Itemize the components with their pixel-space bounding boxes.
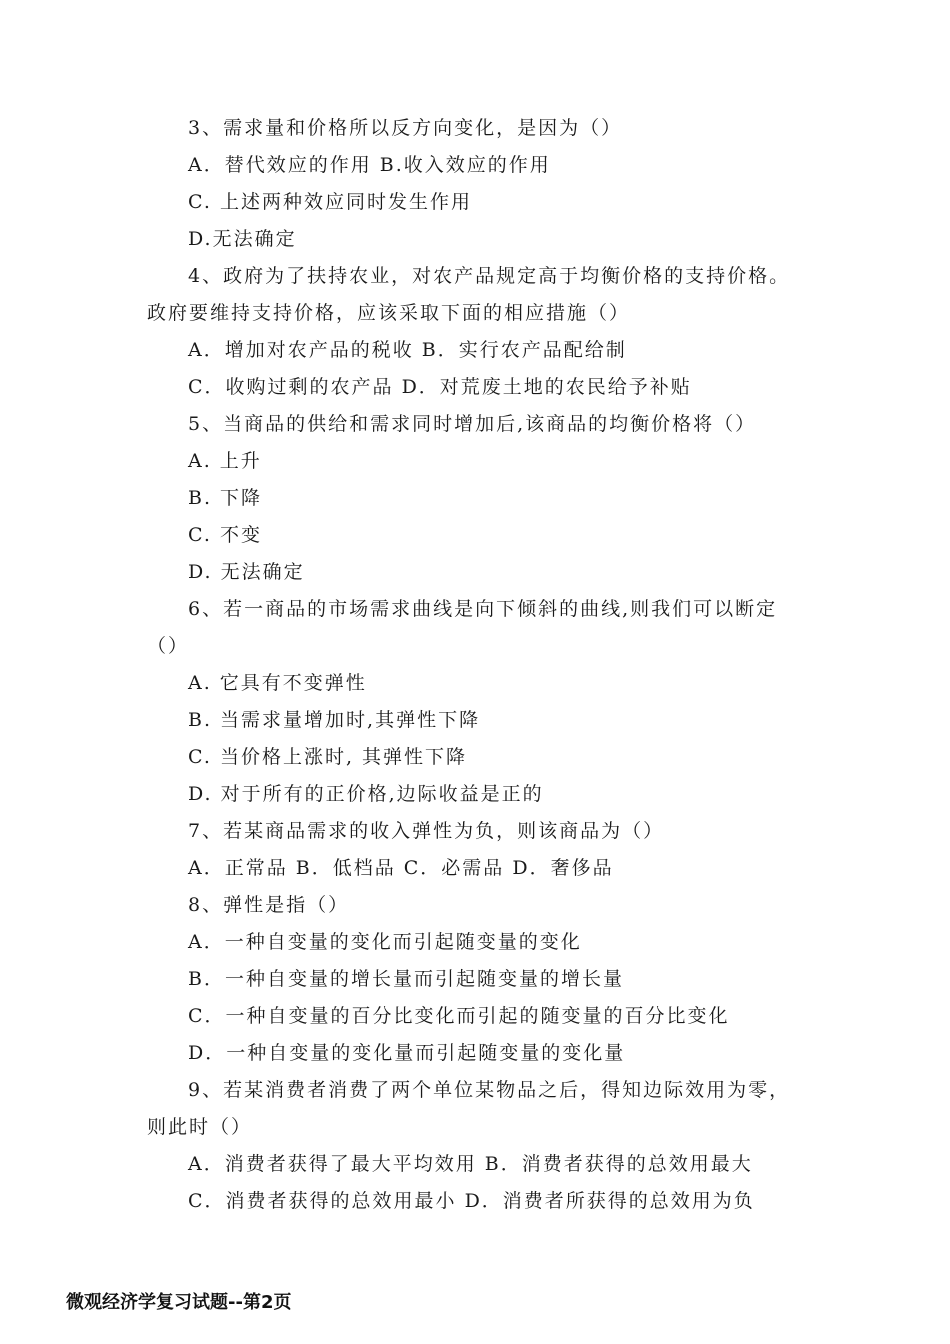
q8-option-b: B．一种自变量的增长量而引起随变量的增长量: [188, 968, 624, 990]
q9-options-c-d: C．消费者获得的总效用最小 D．消费者所获得的总效用为负: [188, 1190, 755, 1212]
q5-option-a: A. 上升: [188, 450, 262, 472]
q9-stem-line1: 9、若某消费者消费了两个单位某物品之后，得知边际效用为零，: [188, 1079, 791, 1101]
q6-option-b: B. 当需求量增加时,其弹性下降: [188, 709, 481, 731]
q3-options-a-b: A．替代效应的作用 B.收入效应的作用: [188, 154, 551, 176]
q4-options-c-d: C．收购过剩的农产品 D．对荒废土地的农民给予补贴: [188, 376, 692, 398]
q6-option-a: A. 它具有不变弹性: [188, 672, 367, 694]
q6-option-c: C. 当价格上涨时, 其弹性下降: [188, 746, 468, 768]
q8-option-c: C．一种自变量的百分比变化而引起的随变量的百分比变化: [188, 1005, 730, 1027]
q6-option-d: D. 对于所有的正价格,边际收益是正的: [188, 783, 544, 805]
q3-option-c: C. 上述两种效应同时发生作用: [188, 191, 472, 213]
q3-option-d: D.无法确定: [188, 228, 297, 250]
q7-stem: 7、若某商品需求的收入弹性为负，则该商品为（）: [188, 820, 665, 842]
q5-option-d: D. 无法确定: [188, 561, 305, 583]
q6-stem-line2: （）: [147, 635, 190, 657]
q8-option-d: D．一种自变量的变化量而引起随变量的变化量: [188, 1042, 626, 1064]
q4-stem-line1: 4、政府为了扶持农业，对农产品规定高于均衡价格的支持价格。: [188, 265, 791, 287]
q3-stem: 3、需求量和价格所以反方向变化，是因为（）: [188, 117, 623, 139]
q8-stem: 8、弹性是指（）: [188, 894, 350, 916]
q6-stem-line1: 6、若一商品的市场需求曲线是向下倾斜的曲线,则我们可以断定: [188, 598, 778, 620]
q5-stem: 5、当商品的供给和需求同时增加后,该商品的均衡价格将（）: [188, 413, 757, 435]
q4-options-a-b: A．增加对农产品的税收 B．实行农产品配给制: [188, 339, 627, 361]
page-footer: 微观经济学复习试题--第2页: [66, 1292, 292, 1313]
q7-options: A．正常品 B．低档品 C．必需品 D．奢侈品: [188, 857, 614, 879]
q9-stem-line2: 则此时（）: [147, 1116, 253, 1138]
q8-option-a: A．一种自变量的变化而引起随变量的变化: [188, 931, 582, 953]
q4-stem-line2: 政府要维持支持价格，应该采取下面的相应措施（）: [147, 302, 631, 324]
q5-option-b: B. 下降: [188, 487, 263, 509]
q5-option-c: C. 不变: [188, 524, 262, 546]
q9-options-a-b: A．消费者获得了最大平均效用 B．消费者获得的总效用最大: [188, 1153, 753, 1175]
